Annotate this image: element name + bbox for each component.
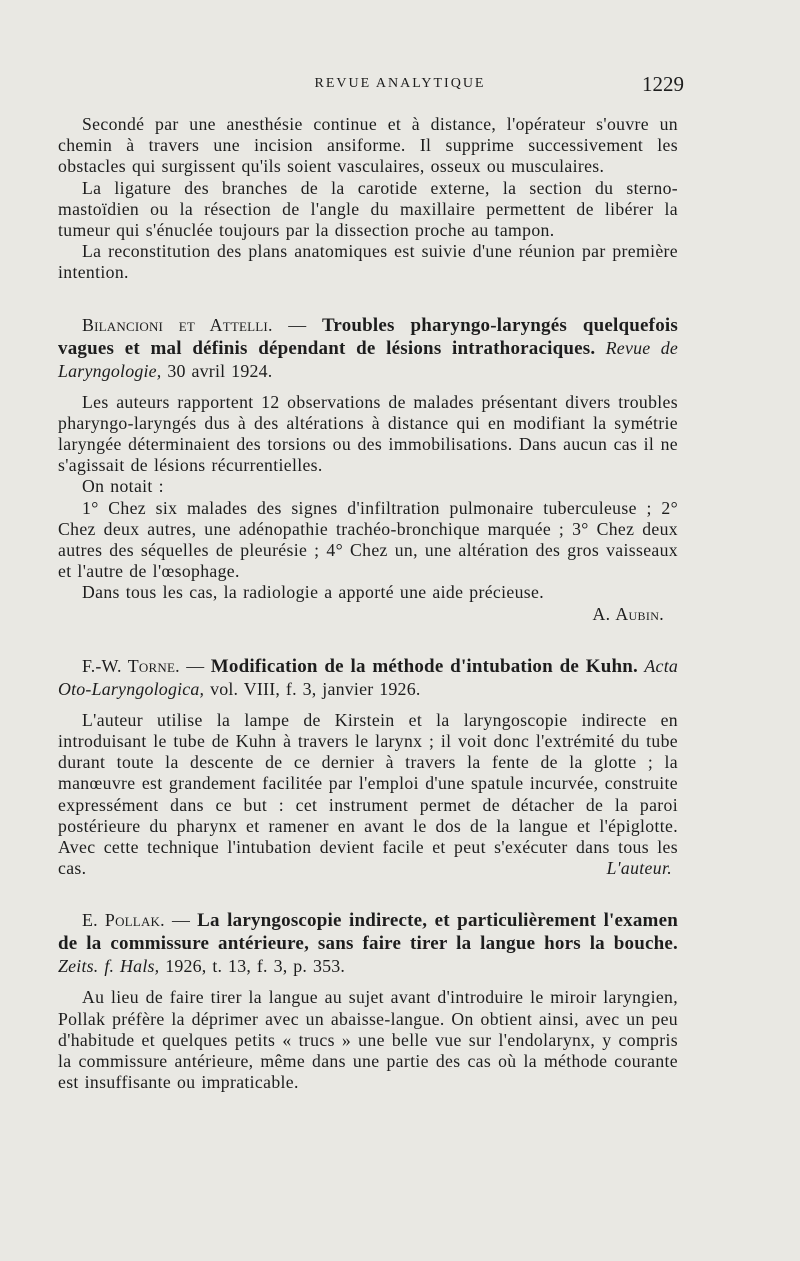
running-title: REVUE ANALYTIQUE: [314, 76, 486, 91]
entry-title: La laryngoscopie indirecte, et particulièrement l'examen de la commissure antérieure, sans faire tirer la langue hors la bouche.: [58, 910, 678, 955]
reviewer-signature: A. Aubin.: [592, 603, 664, 624]
paragraph: Les auteurs rapportent 12 observations de malades présentant divers troubles pharyngo-laryngés dus à des altérations à distance qui en modifiant la symétrie laryngée déterminaient des torsions ou des immobilisations. Dans aucun cas il ne s'agissait de lésions récurrentielles.: [58, 391, 678, 476]
page-content: [58, 114, 678, 1094]
entry-heading: E. Pollak. — La laryngoscopie indirecte, et particulièrement l'examen de la commissure antérieure, sans faire tirer la langue hors la bouche. Zeits. f. Hals, 1926, t. 13, f. 3, p. 353.: [58, 910, 678, 977]
reviewer-signature: L'auteur.: [606, 858, 672, 879]
entry-source: Zeits. f. Hals,: [58, 956, 160, 977]
page-header: [0, 72, 800, 104]
paragraph: 1° Chez six malades des signes d'infiltration pulmonaire tuberculeuse ; 2° Chez deux autres, une adénopathie trachéo-bronchique marquée ; 3° Chez deux autres des séquelles de pleurésie ; 4° Chez un, une altération des gros vaisseaux et l'autre de l'œsophage.: [58, 497, 678, 582]
paragraph: Secondé par une anesthésie continue et à distance, l'opérateur s'ouvre un chemin à travers une incision ansiforme. Il supprime successivement les obstacles qui surgissent qu'ils soient vasculaires, osseux ou musculaires.: [58, 114, 678, 177]
review-entry-bilancioni: [58, 314, 678, 625]
entry-authors: F.-W. Torne.: [82, 655, 180, 676]
entry-date: vol. VIII, f. 3, janvier 1926.: [210, 678, 421, 699]
paragraph: La ligature des branches de la carotide externe, la section du sterno-mastoïdien ou la résection de l'angle du maxillaire permettent de libérer la tumeur qui s'énuclée toujours par la dissection proche au tampon.: [58, 177, 678, 241]
entry-authors: E. Pollak.: [82, 910, 165, 931]
entry-title: Troubles pharyngo-laryngés quelquefois vagues et mal définis dépendant de lésions intrathoraciques.: [58, 314, 678, 359]
entry-source: Acta Oto-Laryngologica,: [58, 655, 679, 699]
entry-title: Modification de la méthode d'intubation de Kuhn.: [210, 655, 638, 677]
paragraph: Dans tous les cas, la radiologie a apporté une aide précieuse.: [82, 582, 544, 603]
paragraph: La reconstitution des plans anatomiques est suivie d'une réunion par première intention.: [58, 241, 678, 283]
entry-heading: F.-W. Torne. — Modification de la méthode d'intubation de Kuhn. Acta Oto-Laryngologica, vol. VIII, f. 3, janvier 1926.: [58, 655, 679, 699]
review-entry-torne: [58, 655, 678, 880]
entry-heading: Bilancioni et Attelli. — Troubles pharyngo-laryngés quelquefois vagues et mal définis dépendant de lésions intrathoraciques. Revue de Laryngologie, 30 avril 1924.: [58, 314, 679, 381]
paragraph: [58, 710, 678, 880]
page-number: 1229: [642, 72, 684, 96]
entry-date: 30 avril 1924.: [167, 360, 273, 381]
entry-authors: Bilancioni et Attelli.: [82, 314, 273, 335]
review-entry-pollak: [58, 909, 678, 1093]
entry-date: 1926, t. 13, f. 3, p. 353.: [165, 956, 346, 977]
paragraph-text: L'auteur utilise la lampe de Kirstein et la laryngoscopie indirecte en introduisant le tube de Kuhn à travers le larynx ; il voit donc l'extrémité du tube durant toute la descente de ce dernier à travers la fente de la glotte ; la manœuvre est grandement facilitée par l'emploi d'une spatule incurvée, construite expressément dans ce but : cet instrument permet de détacher de la paroi postérieure du pharynx et ramener en avant le dos de la langue et l'épiglotte. Avec cette technique l'intubation devient facile et peut s'exécuter dans tous les cas.: [58, 709, 678, 879]
continued-review: [58, 114, 678, 284]
entry-source: Revue de Laryngologie,: [58, 337, 679, 381]
paragraph: On notait :: [82, 476, 164, 497]
paragraph: Au lieu de faire tirer la langue au sujet avant d'introduire le miroir laryngien, Pollak préfère la déprimer avec un abaisse-langue. On obtient ainsi, avec un peu d'habitude et quelques petits « trucs » une belle vue sur l'endolarynx, y compris la commissure antérieure, même dans une partie des cas où la méthode courante est insuffisante ou impraticable.: [58, 987, 678, 1093]
